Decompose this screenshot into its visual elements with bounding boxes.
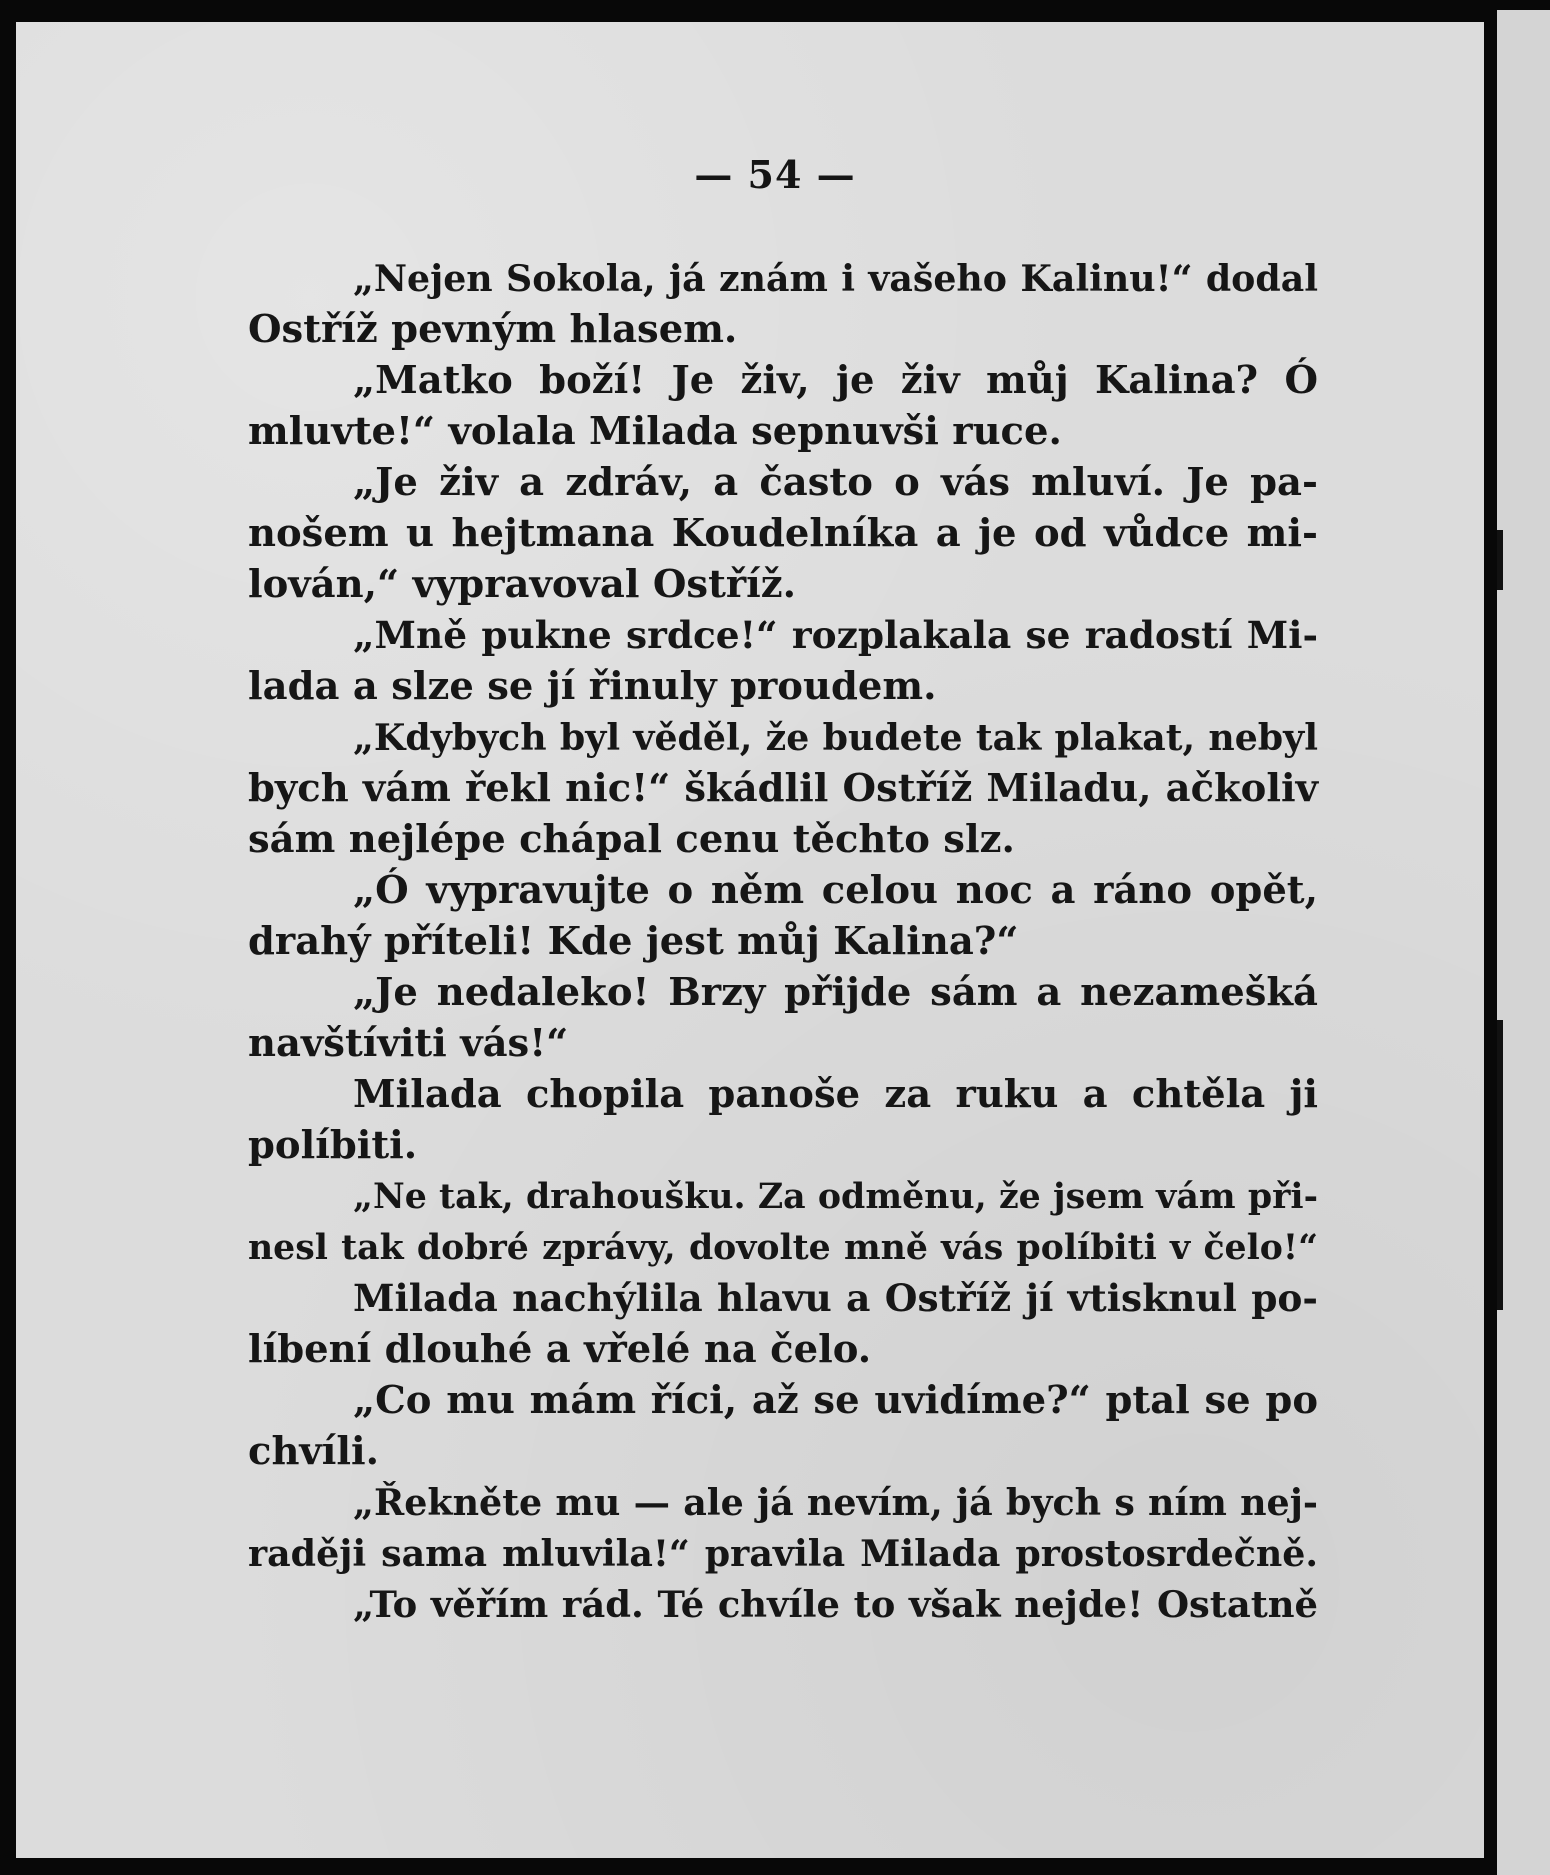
text-line: lován,“ vypravoval Ostříž. [248,562,797,607]
text-line: bych vám řekl nic!“ škádlil Ostříž Miladu, ačkoliv [248,766,1318,811]
text-line: drahý příteli! Kde jest můj Kalina?“ [248,919,1019,964]
text-line: nesl tak dobré zprávy, dovolte mně vás políbiti v čelo!“ [248,1227,1318,1268]
text-line: „Matko boží! Je živ, je živ můj Kalina? Ó [353,358,1318,403]
adjacent-page-edge [1497,10,1550,1875]
text-line: „Mně pukne srdce!“ rozplakala se radostí Mi- [353,613,1318,657]
text-line: „Kdybych byl věděl, že budete tak plakat, nebyl [353,716,1318,759]
text-line: lada a slze se jí řinuly proudem. [248,664,937,709]
page-edge-mark [1497,1020,1503,1310]
text-line: „Ó vypravujte o něm celou noc a ráno opět, [353,868,1318,913]
text-line: „Řekněte mu — ale já nevím, já bych s ním nej- [353,1481,1318,1524]
text-line: sám nejlépe chápal cenu těchto slz. [248,817,1015,862]
text-line: „To věřím rád. Té chvíle to však nejde! Ostatně [353,1582,1318,1626]
text-line: políbiti. [248,1123,418,1168]
text-line: „Nejen Sokola, já znám i vašeho Kalinu!“ dodal [353,257,1318,300]
page-number: — 54 — [694,152,856,197]
text-line: líbení dlouhé a vřelé na čelo. [248,1327,872,1372]
text-line: „Co mu mám říci, až se uvidíme?“ ptal se po [353,1378,1318,1423]
text-line: „Ne tak, drahoušku. Za odměnu, že jsem vám při- [353,1176,1318,1217]
text-line: „Je nedaleko! Brzy přijde sám a nezamešká [353,970,1318,1015]
page-edge-mark [1497,530,1503,590]
text-line: Milada chopila panoše za ruku a chtěla ji [353,1072,1318,1117]
text-line: mluvte!“ volala Milada sepnuvši ruce. [248,409,1062,454]
text-line: „Je živ a zdráv, a často o vás mluví. Je pa- [353,460,1318,505]
text-line: Ostříž pevným hlasem. [248,307,738,352]
text-line: navštíviti vás!“ [248,1021,569,1066]
text-line: nošem u hejtmana Koudelníka a je od vůdce mi- [248,511,1318,556]
text-line: raději sama mluvila!“ pravila Milada prostosrdečně. [248,1532,1318,1575]
text-line: chvíli. [248,1429,380,1474]
body-text [248,253,1318,1630]
text-line: Milada nachýlila hlavu a Ostříž jí vtisknul po- [353,1276,1318,1320]
